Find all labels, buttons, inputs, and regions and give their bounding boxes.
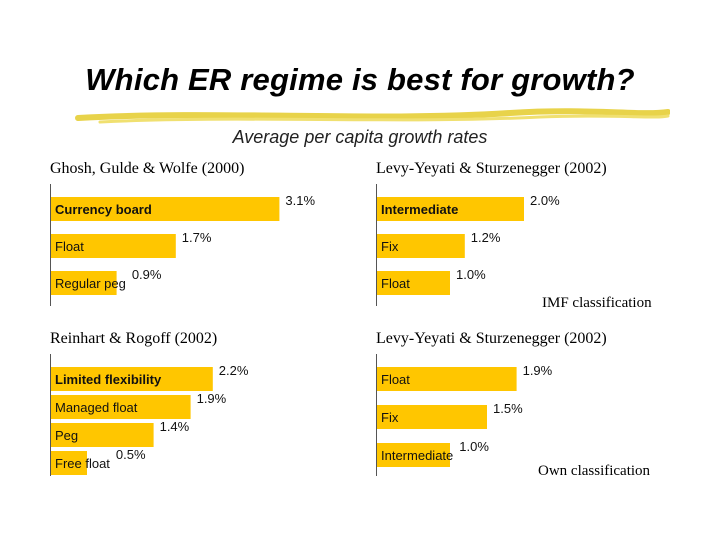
chart-axis bbox=[50, 184, 51, 306]
bar-chart bbox=[50, 354, 340, 476]
category-label: Peg bbox=[55, 428, 79, 443]
value-label: 2.2% bbox=[218, 363, 249, 378]
slide-title: Which ER regime is best for growth? bbox=[85, 62, 635, 97]
chart-panel-reinhart-rogoff bbox=[50, 330, 340, 476]
category-label: Managed float bbox=[55, 400, 138, 415]
chart-axis bbox=[50, 354, 51, 476]
value-label: 0.5% bbox=[115, 447, 146, 462]
value-label: 0.9% bbox=[131, 267, 162, 282]
value-label: 1.0% bbox=[456, 267, 486, 282]
value-label: 1.5% bbox=[493, 401, 523, 416]
bar-chart bbox=[50, 184, 340, 306]
panel-title: Levy-Yeyati & Sturzenegger (2002) bbox=[376, 160, 607, 177]
chart-panel-levy-yeyati-imf bbox=[376, 160, 666, 311]
chart-panel-ghosh-gulde-wolfe bbox=[50, 160, 340, 306]
chart-axis bbox=[376, 354, 377, 476]
bar-chart bbox=[376, 354, 666, 476]
value-label: 1.9% bbox=[522, 363, 553, 378]
value-label: 1.9% bbox=[196, 391, 227, 406]
category-label: Regular peg bbox=[55, 276, 126, 291]
category-label: Float bbox=[381, 372, 410, 387]
classification-note: IMF classification bbox=[542, 295, 652, 311]
value-label: 1.7% bbox=[181, 230, 212, 245]
value-label: 1.0% bbox=[459, 439, 489, 454]
category-label: Intermediate bbox=[381, 202, 459, 217]
category-label: Float bbox=[381, 276, 410, 291]
value-label: 1.2% bbox=[470, 230, 501, 245]
category-label: Intermediate bbox=[381, 448, 454, 463]
slide-subtitle: Average per capita growth rates bbox=[232, 127, 488, 147]
panel-title: Reinhart & Rogoff (2002) bbox=[50, 330, 218, 347]
chart-panel-levy-yeyati-own bbox=[376, 330, 666, 479]
category-label: Limited flexibility bbox=[55, 372, 162, 387]
category-label: Float bbox=[55, 239, 84, 254]
bar-chart bbox=[376, 184, 666, 306]
panel-title: Levy-Yeyati & Sturzenegger (2002) bbox=[376, 330, 607, 347]
category-label: Free float bbox=[55, 456, 110, 471]
value-label: 2.0% bbox=[530, 193, 560, 208]
panel-title: Ghosh, Gulde & Wolfe (2000) bbox=[50, 160, 245, 177]
value-label: 1.4% bbox=[159, 419, 190, 434]
chart-axis bbox=[376, 184, 377, 306]
classification-note: Own classification bbox=[538, 463, 651, 479]
value-label: 3.1% bbox=[285, 193, 316, 208]
category-label: Fix bbox=[381, 239, 399, 254]
category-label: Currency board bbox=[55, 202, 152, 217]
category-label: Fix bbox=[381, 410, 399, 425]
